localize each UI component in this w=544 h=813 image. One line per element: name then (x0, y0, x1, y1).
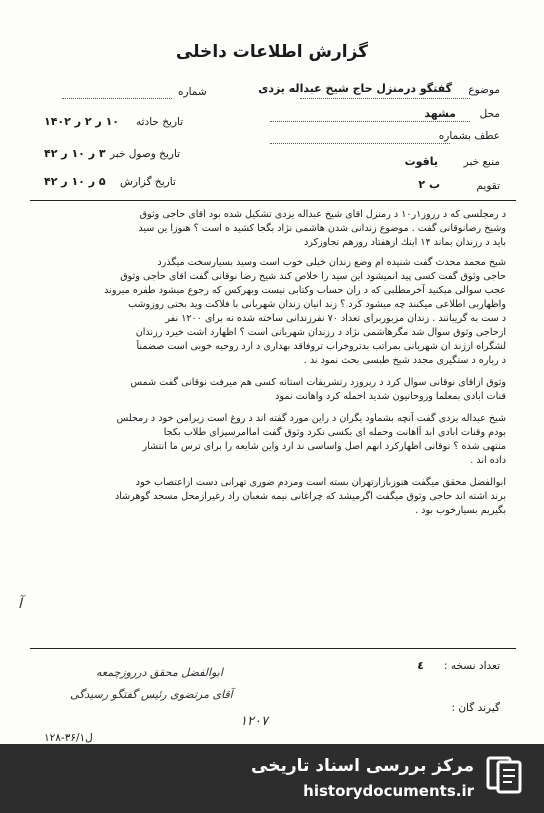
body-line-2: وشیخ رضانوقانی گفت . موضوع زندانی شدن هاشمی نژاد بگجا کشید ه است ؟ هنوزا ین سید (138, 223, 506, 234)
body-line-6: عجب سوالی میکنید آخرمطلبی که د ران حساب وکتابی نیست وبهرکس که رجوع میشود طفره میروند (104, 285, 506, 296)
margin-note: آ (18, 596, 22, 612)
subject-label: موضوع (468, 84, 500, 96)
copies-label: تعداد نسخه : (443, 660, 500, 672)
body-line-9: ازحاجی وثوق سوال شد مگرهاشمی نژاد د رزندان شهربانی است ؟ اظهارد اشت خیرد رزندان (135, 327, 506, 338)
body-line-8: د ست به گریبانند . زندان مزبوربرای تعداد ۷۰ نفرزندانی ساخته شده نه برای ۱۲۰۰ نفر (165, 313, 506, 324)
received-date-label: تاریخ وصول خبر (110, 148, 181, 160)
header-divider (30, 200, 516, 201)
body-line-17: داده اند . (470, 455, 506, 466)
source-value: یاقوت (404, 155, 438, 168)
recipients-label: گیرند گان : (451, 702, 500, 714)
handwritten-number: ۱۲۰۷ (240, 714, 268, 729)
handwritten-note-1: ابوالفضل محقق درروزچمعه (96, 666, 223, 679)
location-value: مشهد (424, 107, 456, 120)
subject-dotted-line (300, 98, 470, 99)
archive-org-name: مرکز بررسی اسناد تاریخی (251, 756, 474, 776)
body-line-4: شیخ محمد محدث گفت شنیده ام وضع زندان خیلی خوب است وسید بسیارسخت میگذرد (157, 257, 506, 268)
body-line-11: د رباره د ستگیری مجدد شیخ طبسی بحث نمود ند . (303, 355, 506, 366)
watermark-banner (0, 744, 544, 813)
body-line-10: لشگراه ازژند ان شهربانی بمراتب بدتروخراب تروفاقد بهداری د ارد روحیه خوبی است صضمناً (136, 341, 506, 352)
body-line-13: قنات ابادی بمعلما وروحانیون شدید احمله کرد واهانت نمود (275, 391, 506, 402)
body-divider (30, 648, 516, 649)
calendar-label: تقویم (476, 180, 500, 192)
reference-label: عطف بشماره (438, 130, 500, 142)
body-line-3: باید د رزندان بماند ۱۴ اینك ازهفتاد روزهم تجاوزكرد (304, 237, 506, 248)
source-label: منبع خبر (463, 156, 500, 168)
location-dotted-line (270, 121, 470, 122)
reference-dotted-line (270, 143, 450, 144)
archive-logo-icon (484, 752, 528, 796)
body-line-16: منتهی شده ؟ نوقانی اظهارکرد انهم اصل واساسی ند ارد واین شایعه را برای ترس ما انتشار (142, 441, 506, 452)
handwritten-note-2: آقای مرتضوی رئیس گفتگو رسیدگی (70, 688, 233, 701)
report-body (34, 208, 506, 518)
body-line-14: شیخ عبداله یزدی گفت آنچه بشماود یگران د راین مورد گفته اند د روغ است زیرامن خود د رمجلس (116, 413, 506, 424)
number-label: شماره (178, 86, 207, 98)
number-dotted-line (62, 98, 172, 99)
incident-date-label: تاریخ حادثه (136, 116, 184, 128)
body-line-19: برند اشته اند حاجی وثوق میگفت اگرمیشد که چراغانی نیمه شعبان راد رغیرازمحل مسجد گوهرشاد (114, 491, 506, 502)
body-line-5: حاجی وثوق گفت کسی پید انمیشود این سید را خلاص کند شیخ رضا نوقانی گفت اقای حاجی وثوق (120, 271, 506, 282)
calendar-value: ب ۲ (418, 178, 440, 191)
subject-value: گفتگو درمنزل حاج شیخ عبداله یزدی (258, 82, 452, 95)
archive-website: historydocuments.ir (303, 782, 474, 800)
archive-number: ۱۲۸-۳۶/۱ل (44, 732, 93, 744)
body-line-20: بگیریم بسیارخوب بود . (415, 505, 506, 516)
body-line-1: د رمجلسی که د رروز۱ر۱۰ د رمنزل اقای شیخ عبداله یزدی تشکیل شده بود اقای حاجی وثوق (139, 209, 506, 220)
body-line-15: بودم وقنات ابادی ابد اًاهانت وحمله ای بکسی نکرد وثوق گفت اماامرسیزای طلاب بکجا (163, 427, 506, 438)
incident-date-value: ۱۰ ر ۲ ر ۱۴۰۲ (44, 115, 120, 128)
report-date-value: ۵ ر ۱۰ ر ۴۲ (44, 175, 106, 188)
body-line-18: ابوالفضل محقق میگفت هنوزبازارتهران بسته است ومردم ضوری تهرانی دست ازاعتصاب خود (135, 477, 506, 488)
copies-value: ٤ (417, 659, 424, 672)
report-title: گزارش اطلاعات داخلی (175, 42, 369, 62)
location-label: محل (479, 108, 500, 120)
received-date-value: ۳ ر ۱۰ ر ۴۲ (44, 147, 106, 160)
body-line-7: واظهاربی اطلاعی میکنند چه میشود کرد ؟ زند انیان زندان شهربانی با فلاکت وید بختی روزوشب (128, 299, 506, 310)
report-date-label: تاریخ گزارش (120, 176, 176, 188)
body-line-12: وثوق ازاقای نوقانی سوال کرد د ربروزد رتشریفات استانه کسی هم میرفت نوقانی گفت شمس (130, 377, 506, 388)
